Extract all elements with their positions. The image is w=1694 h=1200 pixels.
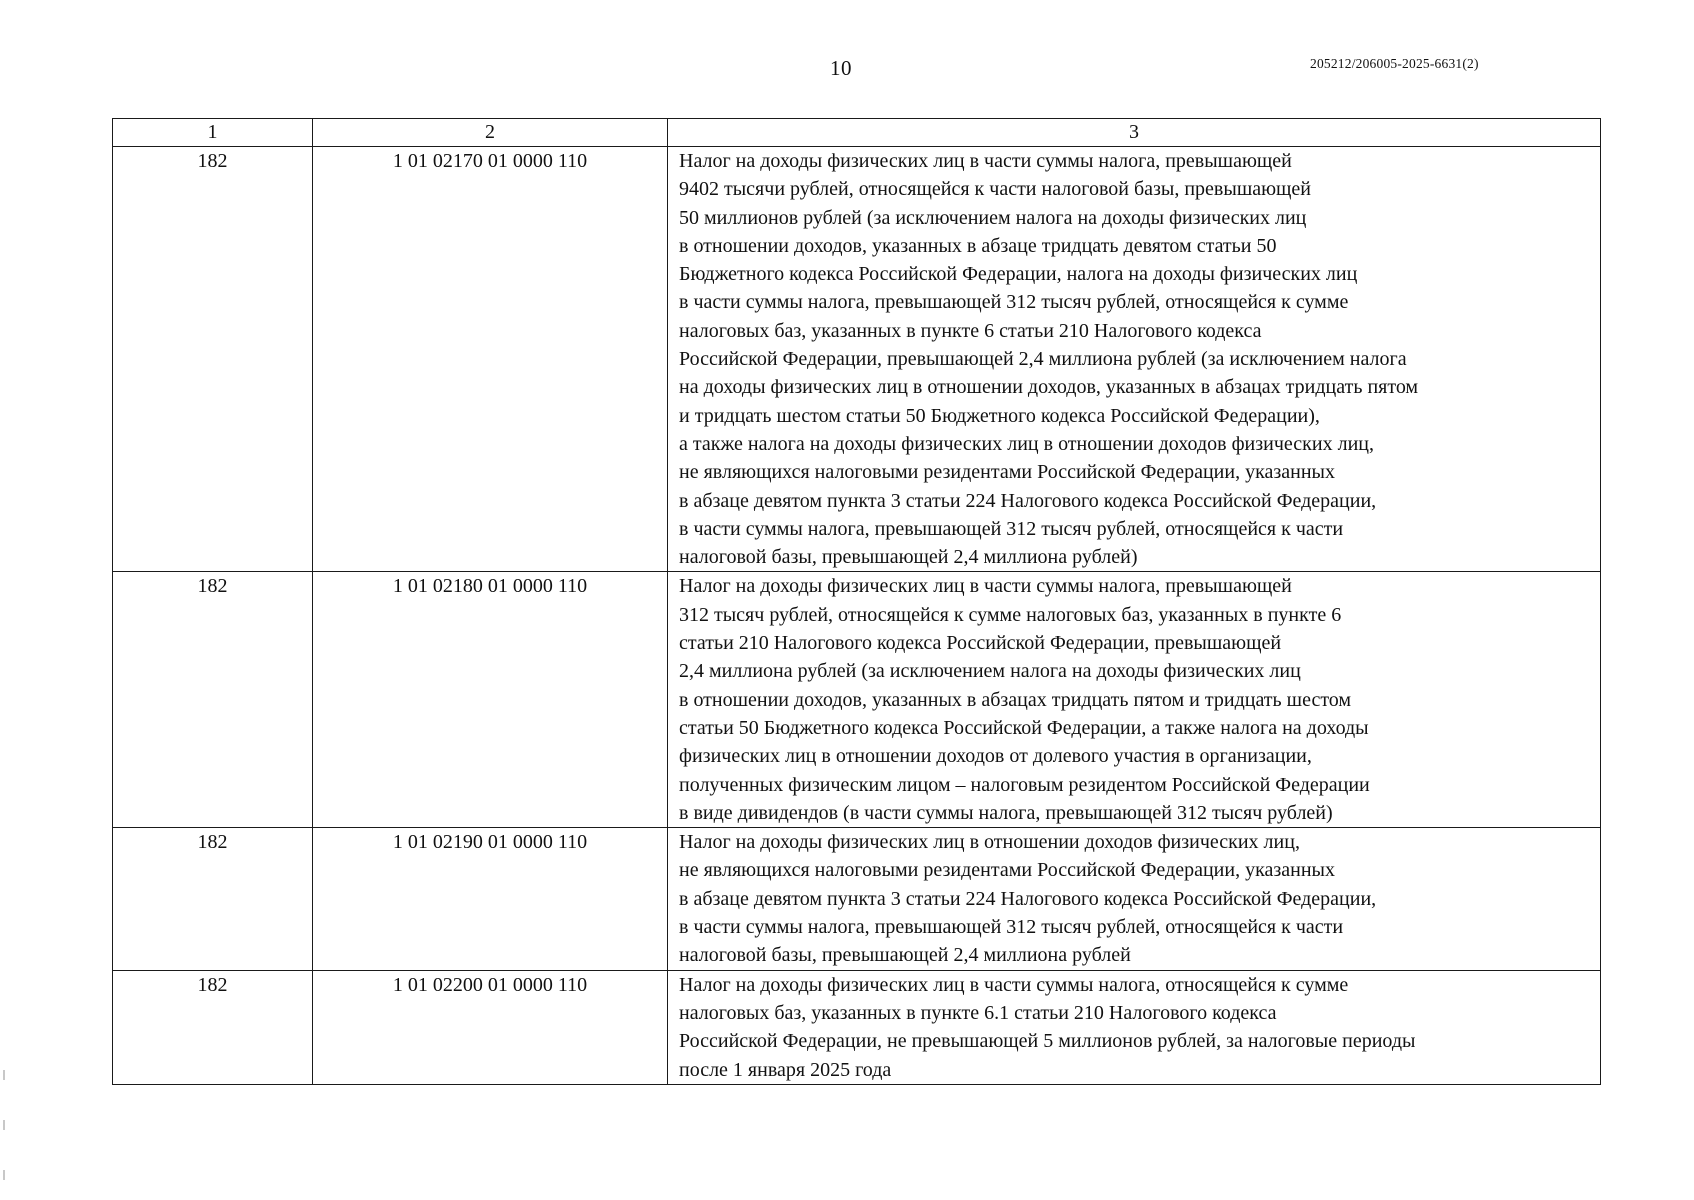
description-line: Налог на доходы физических лиц в части суммы налога, превышающей [679,150,1292,172]
margin-mark [3,1120,5,1130]
description-line: на доходы физических лиц в отношении доходов, указанных в абзацах тридцать пятом [679,376,1419,399]
column-header: 1 [113,119,313,147]
description-line: в виде дивидендов (в части суммы налога, превышающей 312 тысяч рублей) [679,801,1333,824]
kbk-code-cell: 1 01 02190 01 0000 110 [313,828,668,970]
margin-mark [3,1070,5,1080]
description-line: 2,4 миллиона рублей (за исключением налога на доходы физических лиц [679,660,1301,683]
description-line: 50 миллионов рублей (за исключением налога на доходы физических лиц [679,206,1307,229]
description-line: не являющихся налоговыми резидентами Российской Федерации, указанных [679,461,1335,484]
description-line: Налог на доходы физических лиц в части суммы налога, превышающей [679,575,1292,598]
column-header: 2 [313,119,668,147]
description-line: в части суммы налога, превышающей 312 тысяч рублей, относящейся к части [679,916,1344,939]
page-number: 10 [830,56,852,80]
description-line: после 1 января 2025 года [679,1058,892,1081]
description-line: в части суммы налога, превышающей 312 тысяч рублей, относящейся к сумме [679,291,1349,314]
admin-code-cell: 182 [113,572,313,828]
description-line: в отношении доходов, указанных в абзаце тридцать девятом статьи 50 [679,234,1277,257]
description-line: налоговых баз, указанных в пункте 6 статьи 210 Налогового кодекса [679,319,1262,342]
description-line: Бюджетного кодекса Российской Федерации, налога на доходы физических лиц [679,263,1358,286]
kbk-code-cell: 1 01 02200 01 0000 110 [313,970,668,1084]
description-cell [668,572,1601,828]
kbk-code-cell: 1 01 02170 01 0000 110 [313,147,668,572]
description-line: Российской Федерации, превышающей 2,4 миллиона рублей (за исключением налога [679,348,1407,371]
description-line: Российской Федерации, не превышающей 5 миллионов рублей, за налоговые периоды [679,1030,1416,1053]
description-cell [668,147,1601,572]
description-line: Налог на доходы физических лиц в отношении доходов физических лиц, [679,831,1300,854]
admin-code-cell: 182 [113,828,313,970]
description-line: в абзаце девятом пункта 3 статьи 224 Налогового кодекса Российской Федерации, [679,887,1377,910]
description-line: 9402 тысячи рублей, относящейся к части налоговой базы, превышающей [679,178,1312,201]
description-line: статьи 50 Бюджетного кодекса Российской Федерации, а также налога на доходы [679,716,1369,739]
table-row [113,970,1601,1084]
description-line: в части суммы налога, превышающей 312 тысяч рублей, относящейся к части [679,517,1344,540]
description-line: и тридцать шестом статьи 50 Бюджетного кодекса Российской Федерации), [679,404,1320,427]
description-line: не являющихся налоговыми резидентами Российской Федерации, указанных [679,859,1335,882]
admin-code-cell: 182 [113,147,313,572]
description-line: Налог на доходы физических лиц в части суммы налога, относящейся к сумме [679,973,1349,996]
description-line: налоговых баз, указанных в пункте 6.1 статьи 210 Налогового кодекса [679,1001,1277,1024]
description-line: статьи 210 Налогового кодекса Российской Федерации, превышающей [679,632,1282,655]
description-line: налоговой базы, превышающей 2,4 миллиона рублей [679,944,1131,967]
description-line: а также налога на доходы физических лиц в отношении доходов физических лиц, [679,432,1374,455]
kbk-code-cell: 1 01 02180 01 0000 110 [313,572,668,828]
description-line: в абзаце девятом пункта 3 статьи 224 Налогового кодекса Российской Федерации, [679,489,1377,512]
description-cell [668,970,1601,1084]
table-row [113,572,1601,828]
description-line: налоговой базы, превышающей 2,4 миллиона рублей) [679,546,1138,569]
description-line: полученных физическим лицом – налоговым резидентом Российской Федерации [679,773,1370,796]
table-row [113,828,1601,970]
description-line: физических лиц в отношении доходов от долевого участия в организации, [679,745,1312,768]
column-header: 3 [668,119,1601,147]
table-header-row [113,119,1601,147]
table-row [113,147,1601,572]
admin-code-cell: 182 [113,970,313,1084]
description-cell [668,828,1601,970]
description-line: в отношении доходов, указанных в абзацах тридцать пятом и тридцать шестом [679,688,1352,711]
description-line: 312 тысяч рублей, относящейся к сумме налоговых баз, указанных в пункте 6 [679,603,1342,626]
budget-codes-table [112,118,1601,1085]
document-reference: 205212/206005-2025-6631(2) [1310,56,1479,71]
margin-mark [3,1170,5,1180]
